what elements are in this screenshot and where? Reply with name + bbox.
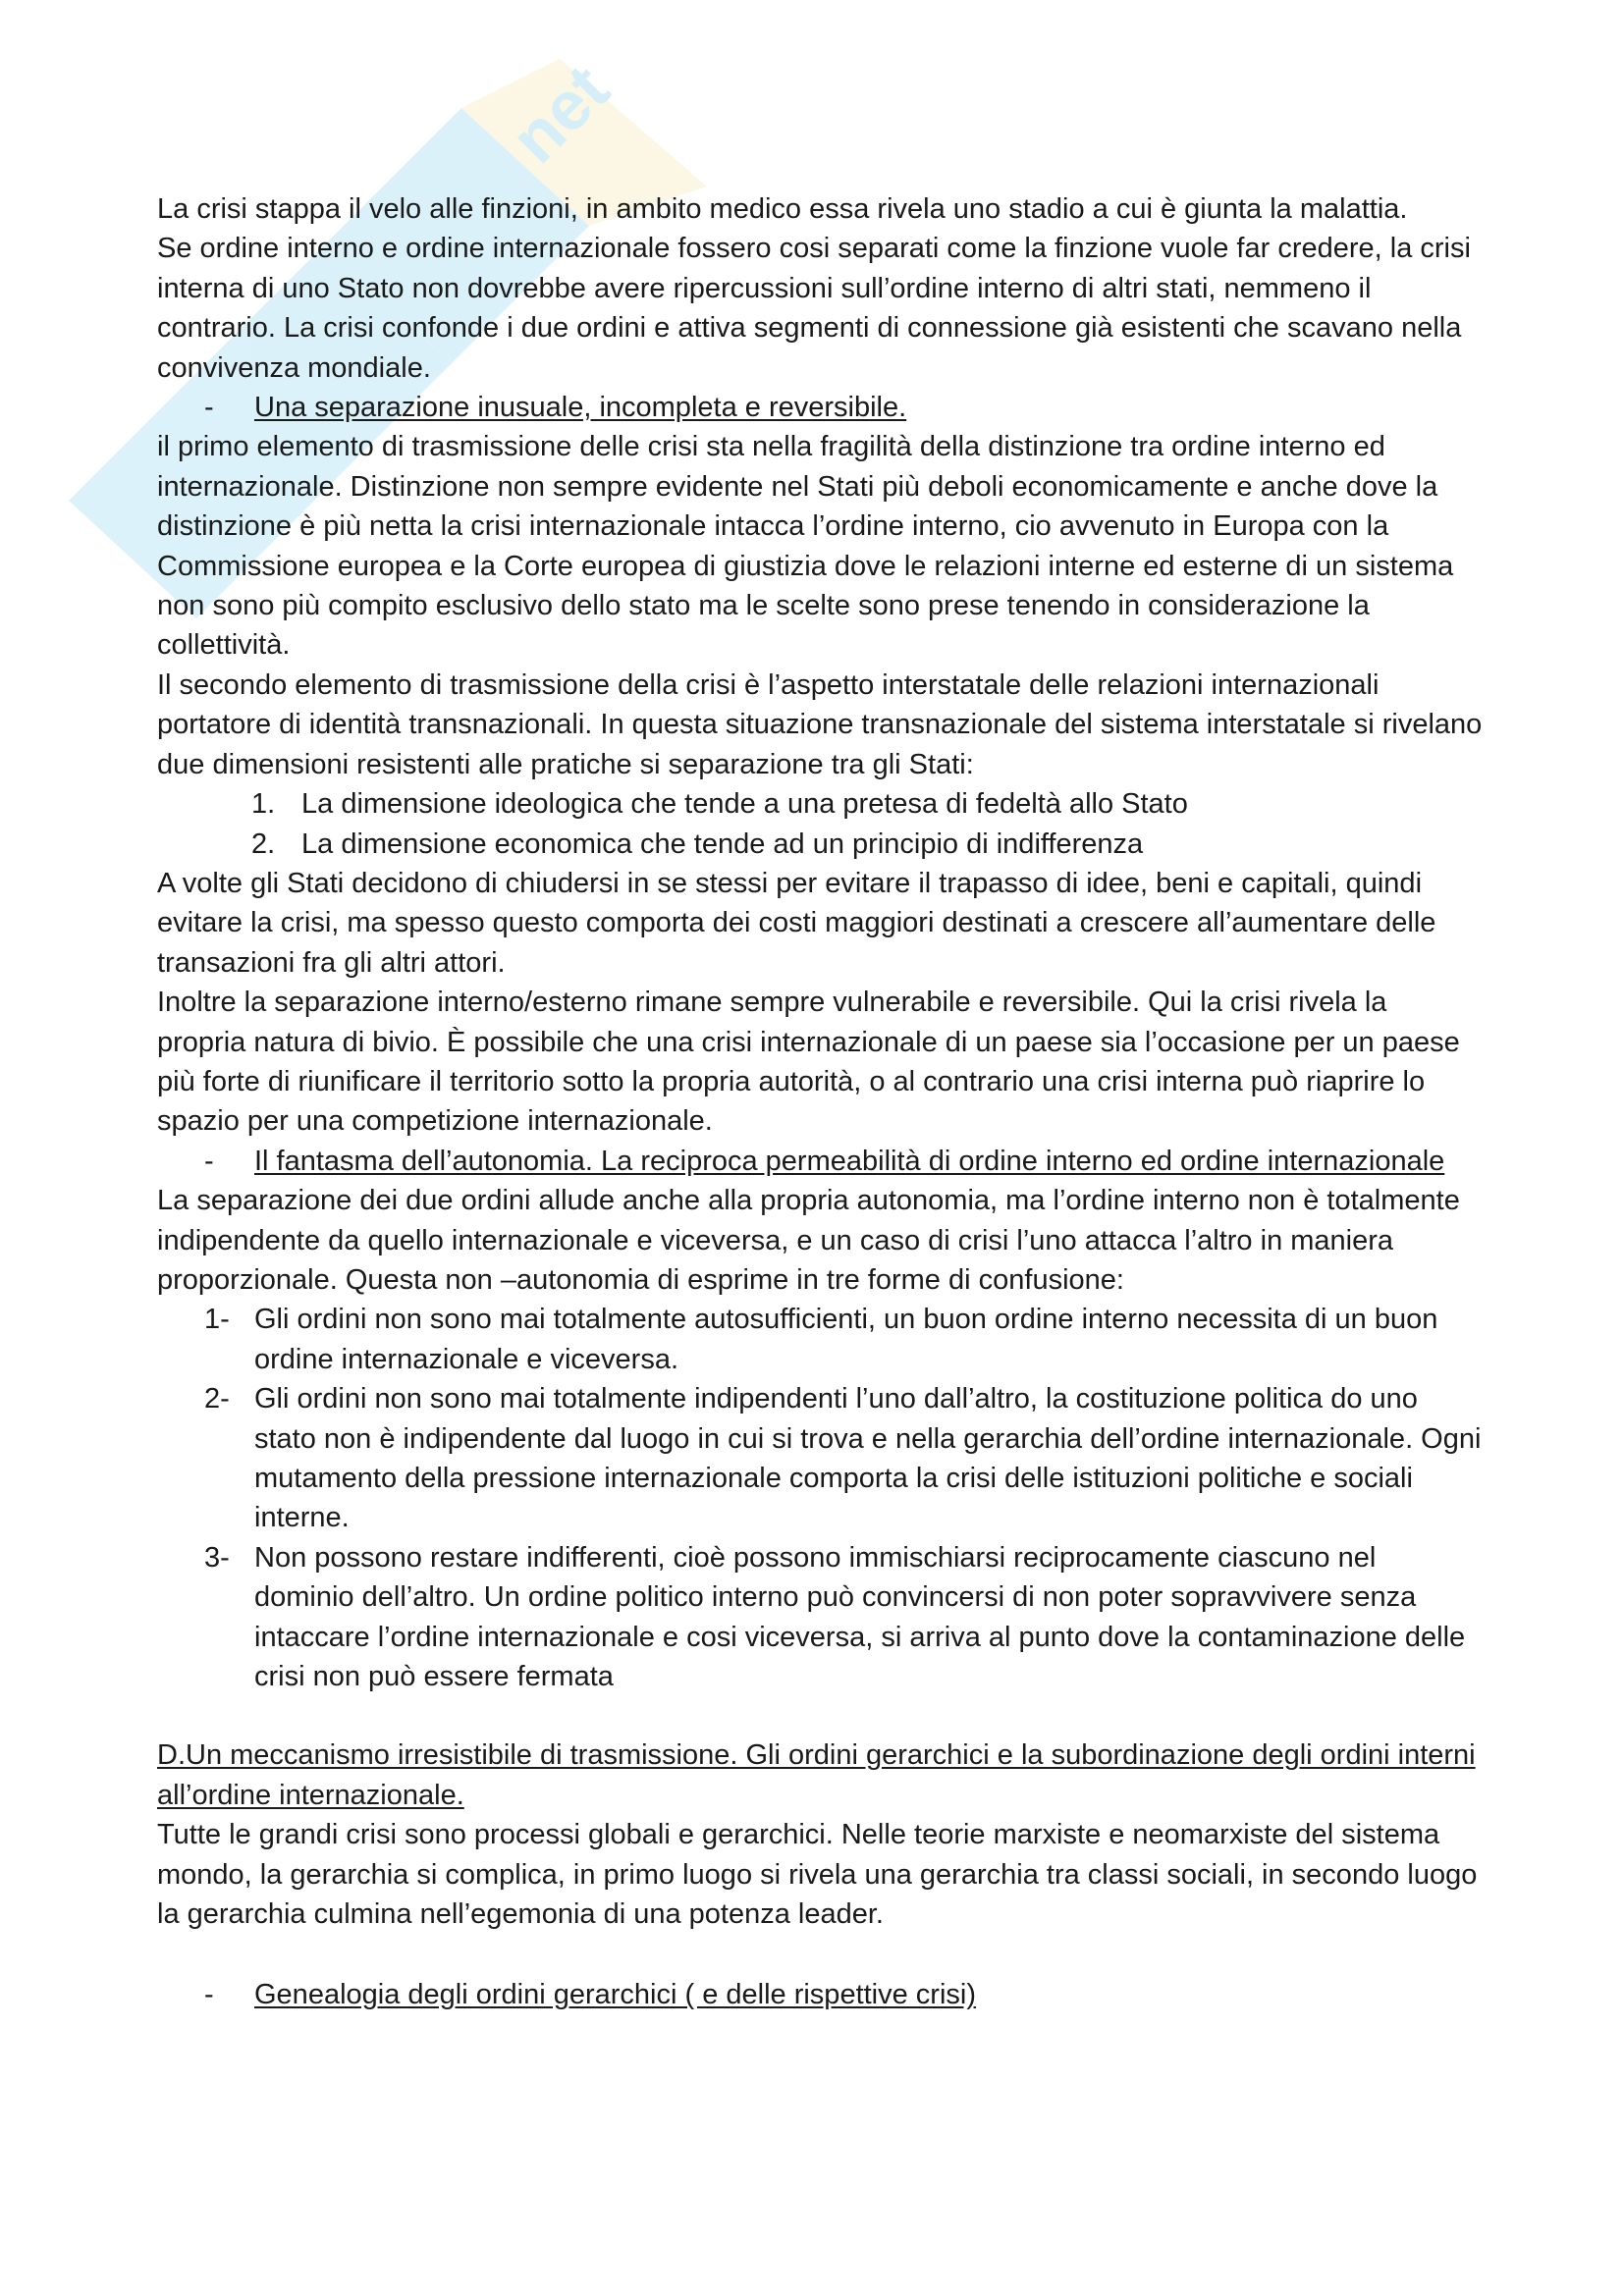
list-text: La dimensione ideologica che tende a una pretesa di fedeltà allo Stato bbox=[301, 788, 1188, 821]
bullet-heading: Il fantasma dell’autonomia. La reciproca permeabilità di ordine interno ed ordine internazionale bbox=[254, 1145, 1445, 1177]
list-item bbox=[157, 1379, 1483, 1538]
bullet-marker: - bbox=[204, 1979, 214, 2011]
paragraph-1: La crisi stappa il velo alle finzioni, in ambito medico essa rivela uno stadio a cui è giunta la malattia. bbox=[157, 193, 1408, 225]
bullet-marker: - bbox=[204, 392, 214, 424]
bullet-autonomia bbox=[157, 1142, 1483, 1181]
bullet-heading: Genealogia degli ordini gerarchici ( e delle rispettive crisi) bbox=[254, 1979, 977, 2011]
spacer bbox=[157, 1696, 1483, 1735]
bullet-heading: Una separazione inusuale, incompleta e reversibile. bbox=[254, 392, 907, 424]
watermark-text: net bbox=[496, 50, 623, 178]
section-heading-d: D.Un meccanismo irresistibile di trasmissione. Gli ordini gerarchici e la subordinazione degli ordini interni all’ordine internazionale. bbox=[157, 1739, 1476, 1811]
list-item bbox=[157, 1300, 1483, 1379]
paragraph-8: Tutte le grandi crisi sono processi globali e gerarchici. Nelle teorie marxiste e neomarxiste del sistema mondo, la gerarchia si complica, in primo luogo si rivela una gerarchia tra classi sociali, in secondo luogo la gerarchia culmina nell’egemonia di una potenza leader. bbox=[157, 1819, 1478, 1931]
list-number: 2- bbox=[204, 1383, 230, 1415]
paragraph-7: La separazione dei due ordini allude anche alla propria autonomia, ma l’ordine interno non è totalmente indipendente da quello internazionale e viceversa, e un caso di crisi l’uno attacca l’altro in maniera proporzionale. Questa non –autonomia di esprime in tre forme di confusione: bbox=[157, 1185, 1460, 1296]
bullet-marker: - bbox=[204, 1145, 214, 1177]
list-text: Non possono restare indifferenti, cioè possono immischiarsi reciprocamente ciascuno nel dominio dell’altro. Un ordine politico interno può convincersi di non poter sopravvivere senza intaccare l’ordine internazionale e cosi viceversa, si arriva al punto dove la contaminazione delle crisi non può essere fermata bbox=[254, 1541, 1466, 1693]
list-number: 2. bbox=[251, 828, 276, 860]
list-text: Gli ordini non sono mai totalmente indipendenti l’uno dall’altro, la costituzione politica do uno stato non è indipendente dal luogo in cui si trova e nella gerarchia dell’ordine internazionale. Ogni mutamento della pressione internazionale comporta la crisi delle istituzioni politiche e sociali interne. bbox=[254, 1383, 1482, 1534]
document-page bbox=[157, 189, 1483, 2015]
list-number: 1- bbox=[204, 1304, 230, 1336]
paragraph-3: il primo elemento di trasmissione delle crisi sta nella fragilità della distinzione tra ordine interno ed internazionale. Distinzione non sempre evidente nel Stati più deboli economicamente e anche dove la distinzione è più netta la crisi internazionale intacca l’ordine interno, cio avvenuto in Europa con la Commissione europea e la Corte europea di giustizia dove le relazioni interne ed esterne di un sistema non sono più compito esclusivo dello stato ma le scelte sono prese tenendo in considerazione la collettività. bbox=[157, 431, 1454, 662]
bullet-genealogia bbox=[157, 1975, 1483, 2014]
paragraph-5: A volte gli Stati decidono di chiudersi in se stessi per evitare il trapasso di idee, beni e capitali, quindi evitare la crisi, ma spesso questo comporta dei costi maggiori destinati a crescere all’aumentare delle transazioni fra gli altri attori. bbox=[157, 867, 1436, 979]
list-text: Gli ordini non sono mai totalmente autosufficienti, un buon ordine interno necessita di un buon ordine internazionale e viceversa. bbox=[254, 1304, 1438, 1375]
paragraph-6: Inoltre la separazione interno/esterno rimane sempre vulnerabile e reversibile. Qui la crisi rivela la propria natura di bivio. È possibile che una crisi internazionale di un paese sia l’occasione per un paese più forte di riunificare il territorio sotto la propria autorità, o al contrario una crisi interna può riaprire lo spazio per una competizione internazionale. bbox=[157, 987, 1460, 1138]
list-item bbox=[157, 1538, 1483, 1697]
bullet-separazione bbox=[157, 388, 1483, 427]
list-text: La dimensione economica che tende ad un principio di indifferenza bbox=[301, 828, 1144, 860]
spacer bbox=[157, 1934, 1483, 1975]
list-item bbox=[157, 784, 1483, 824]
list-number: 3- bbox=[204, 1541, 230, 1574]
paragraph-4: Il secondo elemento di trasmissione della crisi è l’aspetto interstatale delle relazioni internazionali portatore di identità transnazionali. In questa situazione transnazionale del sistema interstatale si rivelano due dimensioni resistenti alle pratiche si separazione tra gli Stati: bbox=[157, 668, 1483, 780]
list-item bbox=[157, 825, 1483, 864]
list-number: 1. bbox=[251, 788, 276, 821]
paragraph-2: Se ordine interno e ordine internazionale fossero cosi separati come la finzione vuole far credere, la crisi interna di uno Stato non dovrebbe avere ripercussioni sull’ordine interno di altri stati, nemmeno il contrario. La crisi confonde i due ordini e attiva segmenti di connessione già esistenti che scavano nella convivenza mondiale. bbox=[157, 233, 1471, 384]
